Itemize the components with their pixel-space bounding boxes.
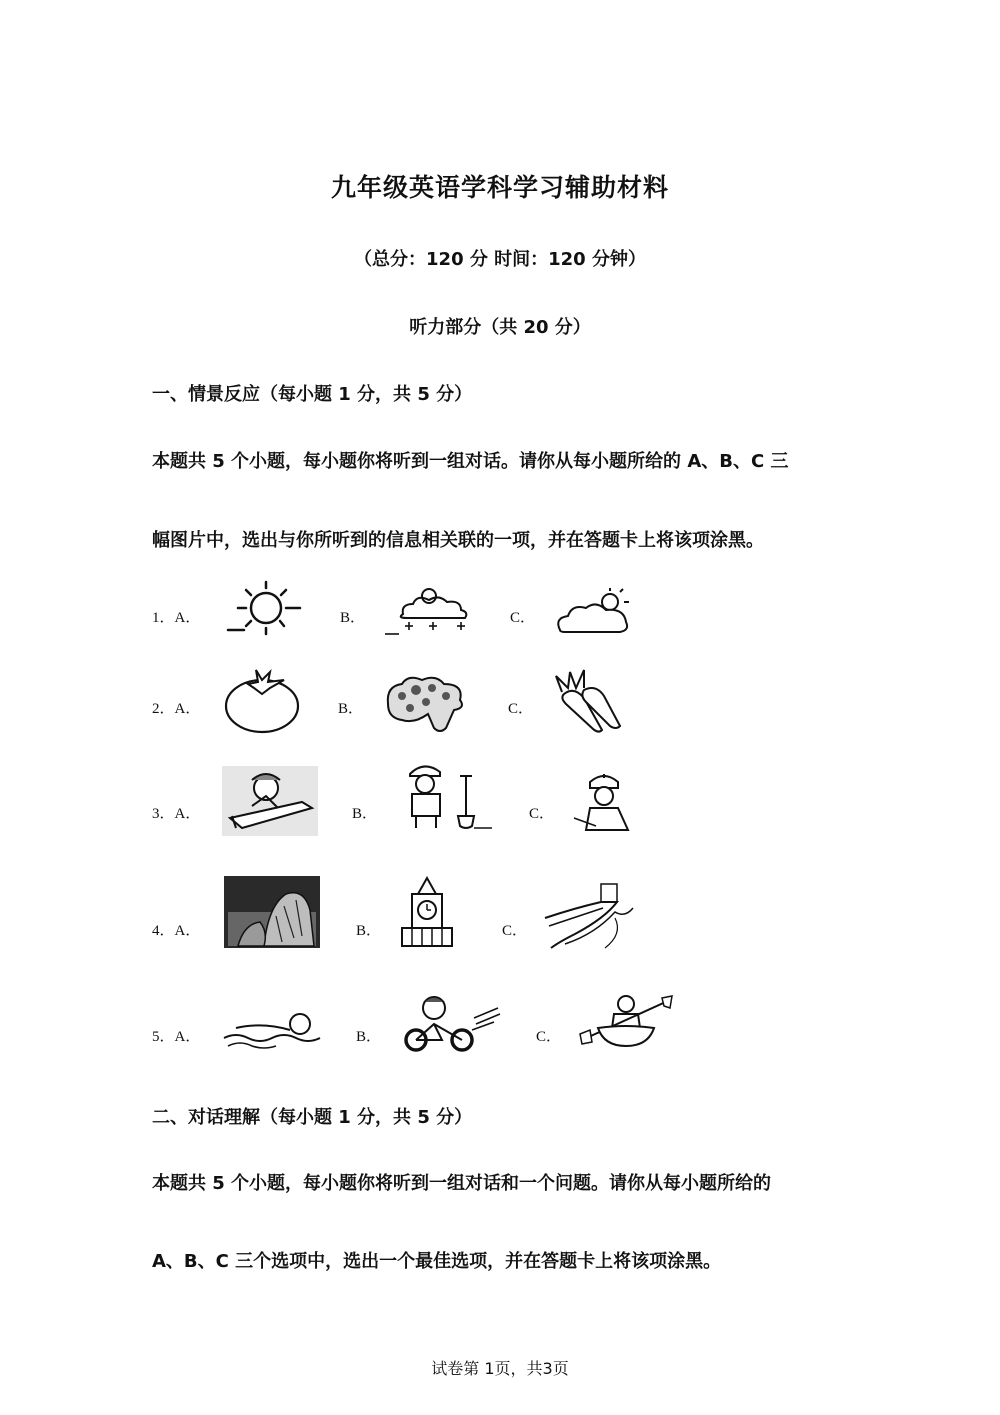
worker-icon [402,760,494,832]
great-wall-icon [545,878,635,948]
doctor-icon [572,770,634,832]
question-4-option-c: C． [502,923,528,939]
score-time-info: （总分：120 分 时间：120 分钟） [354,249,646,270]
swimming-icon [222,1010,322,1050]
cycling-icon [402,994,502,1052]
question-1-option-b: B． [340,610,366,626]
section-2-instruction-line-2: A、B、C 三个选项中，选出一个最佳选项，并在答题卡上将该项涂黑。 [152,1251,722,1272]
page-footer: 试卷第 1页，共3页 [431,1359,569,1378]
question-5-label: 5．A． [152,1029,201,1045]
tomato-icon [224,666,302,736]
page-title: 九年级英语学科学习辅助材料 [330,173,669,202]
terracotta-photo [224,876,320,948]
question-2-option-b: B． [338,701,364,717]
question-1-label: 1．A． [152,610,201,626]
sun-icon [224,578,306,636]
section-2-instruction-line-1: 本题共 5 个小题，每小题你将听到一组对话和一个问题。请你从每小题所给的 [152,1173,772,1194]
question-3-option-b: B． [352,806,378,822]
cloudy-icon [554,586,634,636]
question-3-label: 3．A． [152,806,201,822]
question-4-option-b: B． [356,923,382,939]
question-2-option-c: C． [508,701,534,717]
part-title: 听力部分（共 20 分） [409,317,591,338]
broccoli-icon [384,674,468,736]
question-5-option-b: B． [356,1029,382,1045]
rowing-icon [578,994,674,1048]
section-1-instruction-line-1: 本题共 5 个小题，每小题你将听到一组对话。请你从每小题所给的 A、B、C 三 [152,451,789,472]
carrot-icon [554,668,628,736]
question-2-label: 2．A． [152,701,201,717]
section-1-instruction-line-2: 幅图片中，选出与你所听到的信息相关联的一项，并在答题卡上将该项涂黑。 [152,530,764,551]
question-3-option-c: C． [529,806,555,822]
section-2-heading: 二、对话理解（每小题 1 分，共 5 分） [152,1107,473,1128]
question-4-label: 4．A． [152,923,201,939]
snow-cloud-icon [385,580,475,636]
section-1-heading: 一、情景反应（每小题 1 分，共 5 分） [152,384,473,405]
question-1-option-c: C． [510,610,536,626]
big-ben-icon [398,878,456,948]
pilot-icon [222,766,318,836]
question-5-option-c: C． [536,1029,562,1045]
